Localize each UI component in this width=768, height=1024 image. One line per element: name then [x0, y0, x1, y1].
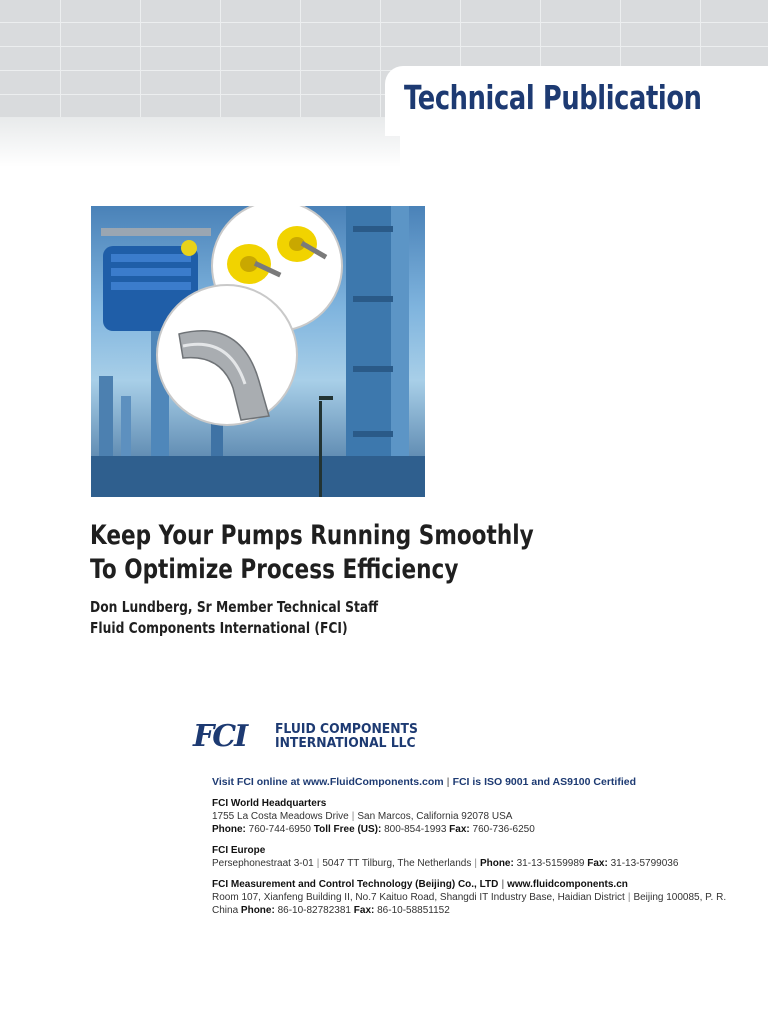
tower	[391, 206, 409, 497]
motor-fins	[111, 268, 191, 276]
europe-address-street: Persephonestraat 3-01	[212, 858, 314, 869]
author-line: Don Lundberg, Sr Member Technical Staff	[90, 598, 379, 616]
fax-label: Fax:	[587, 858, 608, 869]
china-contact: Room 107, Xianfeng Building II, No.7 Kaituo Road, Shangdi IT Industry Base, Haidian District | Beijing 100085, P. R. China Phone: 86-10-82782381 Fax: 86-10-58851152	[212, 892, 727, 916]
europe-contact: Persephonestraat 3-01 | 5047 TT Tilburg, The Netherlands | Phone: 31-13-5159989 Fax: 31-13-5799036	[212, 858, 679, 869]
phone-label: Phone:	[240, 905, 275, 916]
grid-line	[0, 22, 768, 23]
author-block	[90, 597, 378, 639]
tower-platform	[353, 226, 393, 232]
article-title-line: To Optimize Process Efficiency	[90, 554, 459, 585]
grid-line	[300, 0, 301, 120]
fax-label: Fax:	[353, 905, 375, 916]
contact-block	[212, 776, 732, 917]
sensor-knob	[181, 240, 197, 256]
hero-image	[91, 206, 425, 497]
tower-platform	[353, 431, 393, 437]
grid-line	[140, 0, 141, 120]
hq-address-street: 1755 La Costa Meadows Drive	[212, 811, 349, 822]
fci-logo	[193, 719, 423, 754]
website-link[interactable]: Visit FCI online at www.FluidComponents.com	[212, 776, 444, 788]
grid-line	[380, 0, 381, 120]
lamp-head	[319, 396, 333, 400]
grid-line	[0, 46, 768, 47]
hq-heading: FCI World Headquarters	[212, 798, 327, 809]
logo-name-line: FLUID COMPONENTS	[275, 722, 418, 737]
motor-fins	[111, 254, 191, 262]
europe-fax: 31-13-5799036	[610, 858, 679, 869]
article-title	[90, 519, 534, 587]
hq-address: 1755 La Costa Meadows Drive | San Marcos, California 92078 USA	[212, 811, 513, 822]
logo-company-name	[275, 723, 418, 751]
pipe	[101, 228, 211, 236]
hq-phones	[212, 823, 732, 836]
europe-phone: 31-13-5159989	[516, 858, 585, 869]
tower-platform	[353, 296, 393, 302]
hq-fax: 760-736-6250	[472, 824, 535, 835]
europe-address-city: 5047 TT Tilburg, The Netherlands	[322, 858, 472, 869]
ground	[91, 456, 425, 497]
logo-mark: FCI	[193, 719, 247, 754]
china-heading: FCI Measurement and Control Technology (Beijing) Co., LTD	[212, 879, 499, 890]
motor-fins	[111, 282, 191, 290]
hq-phone: 760-744-6950	[248, 824, 311, 835]
china-fax: 86-10-58851152	[377, 905, 450, 916]
iso-statement: FCI is ISO 9001 and AS9100 Certified	[452, 776, 636, 788]
china-website-link[interactable]: www.fluidcomponents.cn	[507, 879, 628, 890]
publication-type-title: Technical Publication	[404, 78, 702, 117]
china-phone: 86-10-82782381	[277, 905, 351, 916]
hq-tollfree: 800-854-1993	[384, 824, 447, 835]
affiliation-line: Fluid Components International (FCI)	[90, 619, 348, 637]
hero-illustration	[91, 206, 425, 497]
china-address-city: Beijing 100085, P. R. China	[212, 892, 727, 916]
header-fade	[0, 117, 400, 167]
phone-label: Phone:	[479, 858, 514, 869]
china-heading-row: FCI Measurement and Control Technology (Beijing) Co., LTD | www.fluidcomponents.cn	[212, 879, 628, 890]
fax-label: Fax:	[449, 824, 470, 835]
logo-name-line: INTERNATIONAL LLC	[275, 736, 416, 751]
lamp-post	[319, 401, 322, 497]
europe-heading: FCI Europe	[212, 845, 266, 856]
hq-address-city: San Marcos, California 92078 USA	[357, 811, 513, 822]
article-title-line: Keep Your Pumps Running Smoothly	[90, 520, 534, 551]
tollfree-label: Toll Free (US):	[313, 824, 382, 835]
grid-line	[60, 0, 61, 120]
visit-line: Visit FCI online at www.FluidComponents.com | FCI is ISO 9001 and AS9100 Certified	[212, 776, 636, 788]
phone-label: Phone:	[212, 824, 246, 835]
tower-platform	[353, 366, 393, 372]
grid-line	[220, 0, 221, 120]
china-address-street: Room 107, Xianfeng Building II, No.7 Kaituo Road, Shangdi IT Industry Base, Haidian District	[212, 892, 625, 903]
